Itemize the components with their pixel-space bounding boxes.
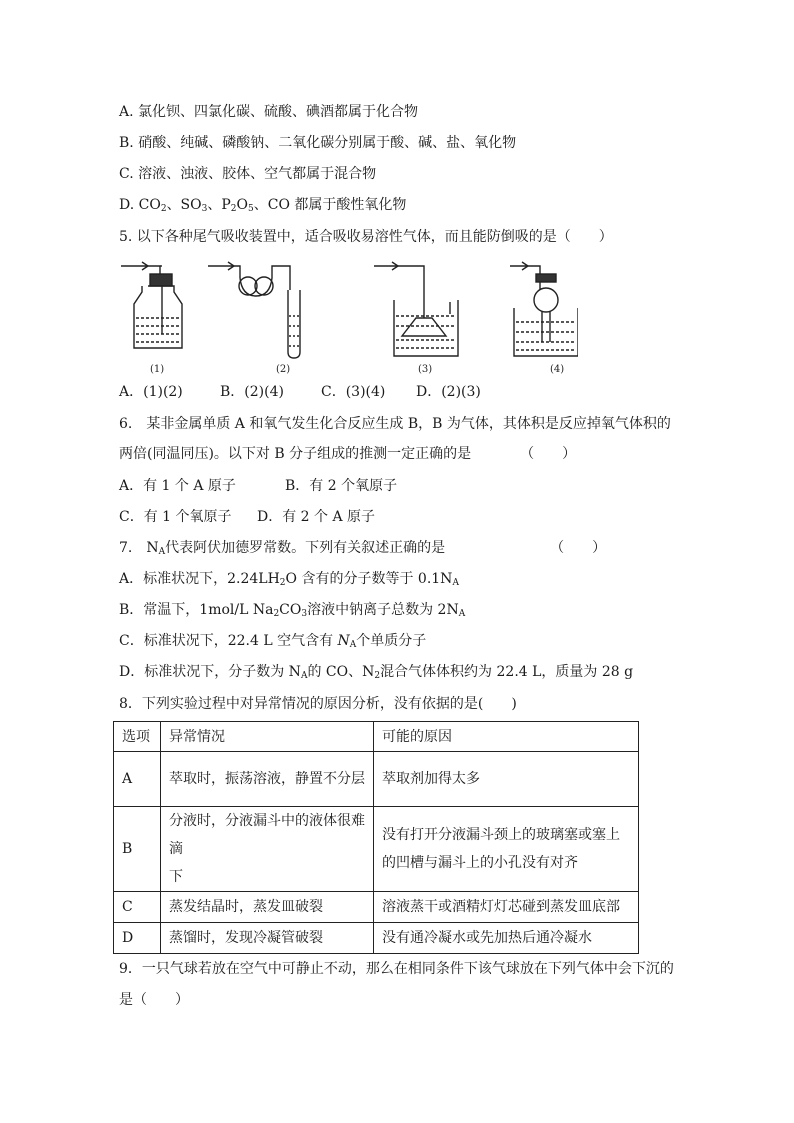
header-option: 选项 [114, 722, 161, 752]
q6-stem-line2: 两倍(同温同压)。以下对 B 分子组成的推测一定正确的是 （ ） [119, 446, 577, 462]
header-case: 异常情况 [161, 722, 374, 752]
q4-option-a: A. 氯化钡、四氯化碳、硫酸、碘酒都属于化合物 [119, 104, 419, 120]
q6-options-row1 [119, 476, 397, 496]
q4-option-c: C. 溶液、浊液、胶体、空气都属于混合物 [119, 166, 377, 182]
q6-option-a: A．有 1 个 A 原子 [119, 478, 236, 494]
q7-stem: 7. $N_A$代表阿伏加德罗常数。下列有关叙述正确的是 （ ） [119, 540, 607, 557]
q5-option-c: C．(3)(4) [321, 384, 386, 400]
q6-stem-line1: 6. 某非金属单质 A 和氧气发生化合反应生成 B，B 为气体，其体积是反应掉氧气体积的 [119, 416, 671, 432]
q7-option-c: C．标准状况下，22.4 L 空气含有 $N_A$个单质分子 [119, 633, 427, 650]
q7-option-b: B．常温下，1mol/L $Na_2CO_3$溶液中钠离子总数为 $2N_A$ [119, 602, 466, 619]
q8-table [113, 721, 639, 954]
q5-stem: 5. 以下各种尾气吸收装置中，适合吸收易溶性气体，而且能防倒吸的是（ ） [119, 229, 613, 245]
table-row: D 蒸馏时，发现冷凝管破裂 没有通冷凝水或先加热后通冷凝水 [114, 923, 639, 954]
header-reason: 可能的原因 [374, 722, 639, 752]
table-row: B 分液时，分液漏斗中的液体很难滴 下 没有打开分液漏斗颈上的玻璃塞或塞上 的凹槽与漏斗上的小孔没有对齐 [114, 807, 639, 892]
apparatus-label-3: (3) [418, 364, 433, 375]
table-row: A 萃取时，振荡溶液，静置不分层 萃取剂加得太多 [114, 752, 639, 807]
q9-stem-line1: 9．一只气球若放在空气中可静止不动，那么在相同条件下该气球放在下列气体中会下沉的 [119, 961, 674, 977]
q8-stem: 8．下列实验过程中对异常情况的原因分析，没有依据的是( ) [119, 696, 517, 712]
absorption-apparatus-figure [118, 256, 578, 376]
apparatus-4-flask-beaker [510, 262, 578, 356]
apparatus-1-gas-bottle [121, 262, 182, 348]
apparatus-label-2: (2) [276, 364, 291, 375]
q5-options [119, 382, 481, 402]
q6-option-b: B．有 2 个氧原子 [285, 478, 398, 494]
q6-option-c: C．有 1 个氧原子 [119, 509, 232, 525]
apparatus-label-4: (4) [550, 364, 565, 375]
table-row: C 蒸发结晶时，蒸发皿破裂 溶液蒸干或酒精灯灯芯碰到蒸发皿底部 [114, 892, 639, 923]
q9-stem-line2: 是（ ） [119, 992, 189, 1008]
apparatus-3-funnel-beaker [374, 262, 458, 356]
q4-option-b: B. 硝酸、纯碱、磷酸钠、二氧化碳分别属于酸、碱、盐、氧化物 [119, 135, 517, 151]
apparatus-label-1: (1) [150, 364, 165, 375]
q5-option-b: B．(2)(4) [220, 384, 284, 400]
q5-option-d: D．(2)(3) [416, 384, 481, 400]
q4-option-d: D. $CO_2$、$SO_3$、$P_2O_5$、CO 都属于酸性氧化物 [119, 197, 407, 214]
q5-option-a: A．(1)(2) [119, 384, 183, 400]
q6-option-d: D．有 2 个 A 原子 [257, 509, 376, 525]
q7-option-d: D．标准状况下，分子数为 $N_A$的 CO、$N_2$混合气体体积约为 22.4 L，质量为 28 g [119, 664, 634, 681]
apparatus-2-bulb-tube [208, 262, 300, 358]
table-header-row [114, 722, 639, 752]
q7-option-a: A．标准状况下，$2.24LH_2O$ 含有的分子数等于 $0.1N_A$ [119, 571, 459, 588]
q6-options-row2 [119, 507, 375, 527]
